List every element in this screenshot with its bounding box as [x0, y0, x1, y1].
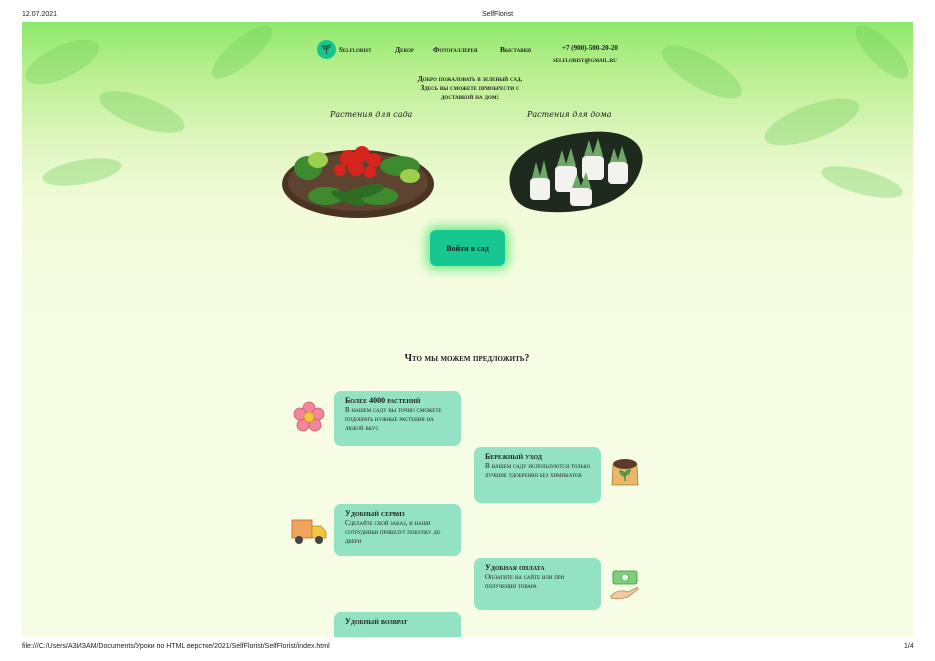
print-title: SelfFlorist	[482, 11, 514, 18]
offer-card-text: Сделайте свой заказ, и наши сотрудники привезут покупку до двери	[345, 519, 441, 545]
offer-card-title: Удобная оплата	[485, 563, 545, 572]
email-link[interactable]: selflorist@gmail.ru	[553, 57, 617, 64]
offer-card-title: Удобный возврат	[345, 617, 408, 626]
logo[interactable]	[317, 40, 372, 59]
page-canvas	[22, 22, 913, 637]
offer-card-return	[334, 612, 461, 637]
home-plants-image[interactable]	[500, 126, 650, 218]
home-plants-label[interactable]: Растения для дома	[527, 110, 612, 119]
delivery-truck-icon	[290, 514, 328, 546]
welcome-text: Добро пожаловать в зеленый сад. Здесь вы сможете приобрести с доставкой на дом:	[417, 74, 523, 101]
offer-card-payment	[474, 558, 601, 610]
offer-card-care	[474, 447, 601, 503]
garden-plants-label[interactable]: Растения для сада	[330, 110, 413, 119]
print-date: 12.07.2021	[22, 11, 58, 18]
offer-card-text: Оплатите на сайте или при получении товара	[485, 573, 565, 590]
nav-decor[interactable]: Декор	[395, 45, 414, 54]
nav-exhibitions[interactable]: Выставки	[500, 45, 532, 54]
offer-card-text: В нашем саду используются только лучшие удобрения без химикатов	[485, 462, 591, 479]
print-file-path: file:///C:/Users/АЗИЗАМ/Documents/Уроки по HTML верстке/2021/SelfFlorist/SelfFlorist/index.html	[22, 643, 330, 650]
fertilizer-bag-icon	[608, 455, 642, 487]
money-hand-icon	[608, 568, 642, 602]
print-page-number: 1/4	[904, 643, 914, 650]
offer-card-title: Бережный уход	[485, 452, 543, 461]
enter-garden-button[interactable]: Войти в сад	[430, 230, 505, 266]
offer-card-service	[334, 504, 461, 556]
flower-icon	[293, 401, 325, 433]
offer-card-text: В нашем саду вы точно сможете подобрать нужные растения на любой вкус	[345, 406, 442, 432]
offers-title: Что мы можем предложить?	[404, 353, 530, 364]
phone-link[interactable]: +7 (900)-500-20-20	[562, 44, 618, 52]
nav-photo-gallery[interactable]: Фотогаллерея	[433, 45, 478, 54]
garden-plants-image[interactable]	[278, 126, 438, 226]
logo-text: Selflorist	[339, 45, 372, 54]
offer-card-plants	[334, 391, 461, 446]
leaf-logo-icon	[317, 40, 336, 59]
offer-card-title: Удобный сервиз	[345, 509, 405, 518]
offer-card-title: Более 4000 растений	[345, 396, 421, 405]
